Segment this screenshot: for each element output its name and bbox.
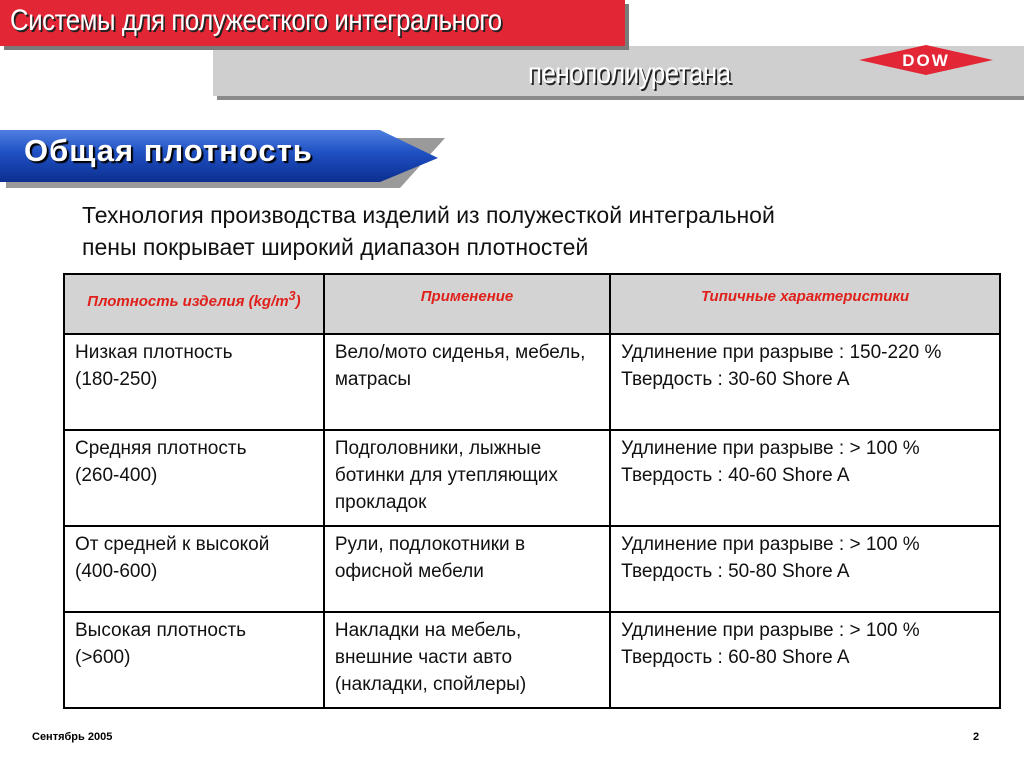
density-cell: Высокая плотность (>600)	[64, 612, 324, 708]
properties-cell: Удлинение при разрыве : > 100 % Твердость : 40-60 Shore A	[610, 430, 1000, 526]
intro-line-1: Технология производства изделий из полужесткой интегральной	[82, 202, 775, 228]
page-number: 2	[973, 731, 980, 743]
density-cell: От средней к высокой (400-600)	[64, 526, 324, 612]
footer-date: Сентябрь 2005	[32, 731, 113, 743]
density-cell: Средняя плотность (260-400)	[64, 430, 324, 526]
properties-cell: Удлинение при разрыве : > 100 % Твердость : 60-80 Shore A	[610, 612, 1000, 708]
density-table	[63, 273, 1001, 709]
intro-line-2: пены покрывает широкий диапазон плотностей	[82, 234, 589, 260]
properties-cell: Удлинение при разрыве : 150-220 % Твердость : 30-60 Shore A	[610, 334, 1000, 430]
table-row	[64, 334, 1000, 430]
slide-title-line-2: пенополиуретана	[528, 57, 731, 90]
header-application: Применение	[324, 274, 610, 334]
slide-title-line-1: Системы для полужесткого интегрального	[10, 4, 502, 37]
header-density: Плотность изделия $(kg/m^3)$	[64, 274, 324, 334]
table-row	[64, 526, 1000, 612]
table-header-row	[64, 274, 1000, 334]
section-title: Общая плотность	[24, 133, 313, 168]
dow-logo-text: DOW	[902, 51, 950, 70]
application-cell: Накладки на мебель, внешние части авто (накладки, спойлеры)	[324, 612, 610, 708]
header-properties: Типичные характеристики	[610, 274, 1000, 334]
density-cell: Низкая плотность (180-250)	[64, 334, 324, 430]
dow-logo	[857, 44, 995, 76]
application-cell: Вело/мото сиденья, мебель, матрасы	[324, 334, 610, 430]
table-row	[64, 430, 1000, 526]
properties-cell: Удлинение при разрыве : > 100 % Твердость : 50-80 Shore A	[610, 526, 1000, 612]
table-row	[64, 612, 1000, 708]
application-cell: Рули, подлокотники в офисной мебели	[324, 526, 610, 612]
intro-text	[82, 199, 982, 263]
application-cell: Подголовники, лыжные ботинки для утепляющих прокладок	[324, 430, 610, 526]
